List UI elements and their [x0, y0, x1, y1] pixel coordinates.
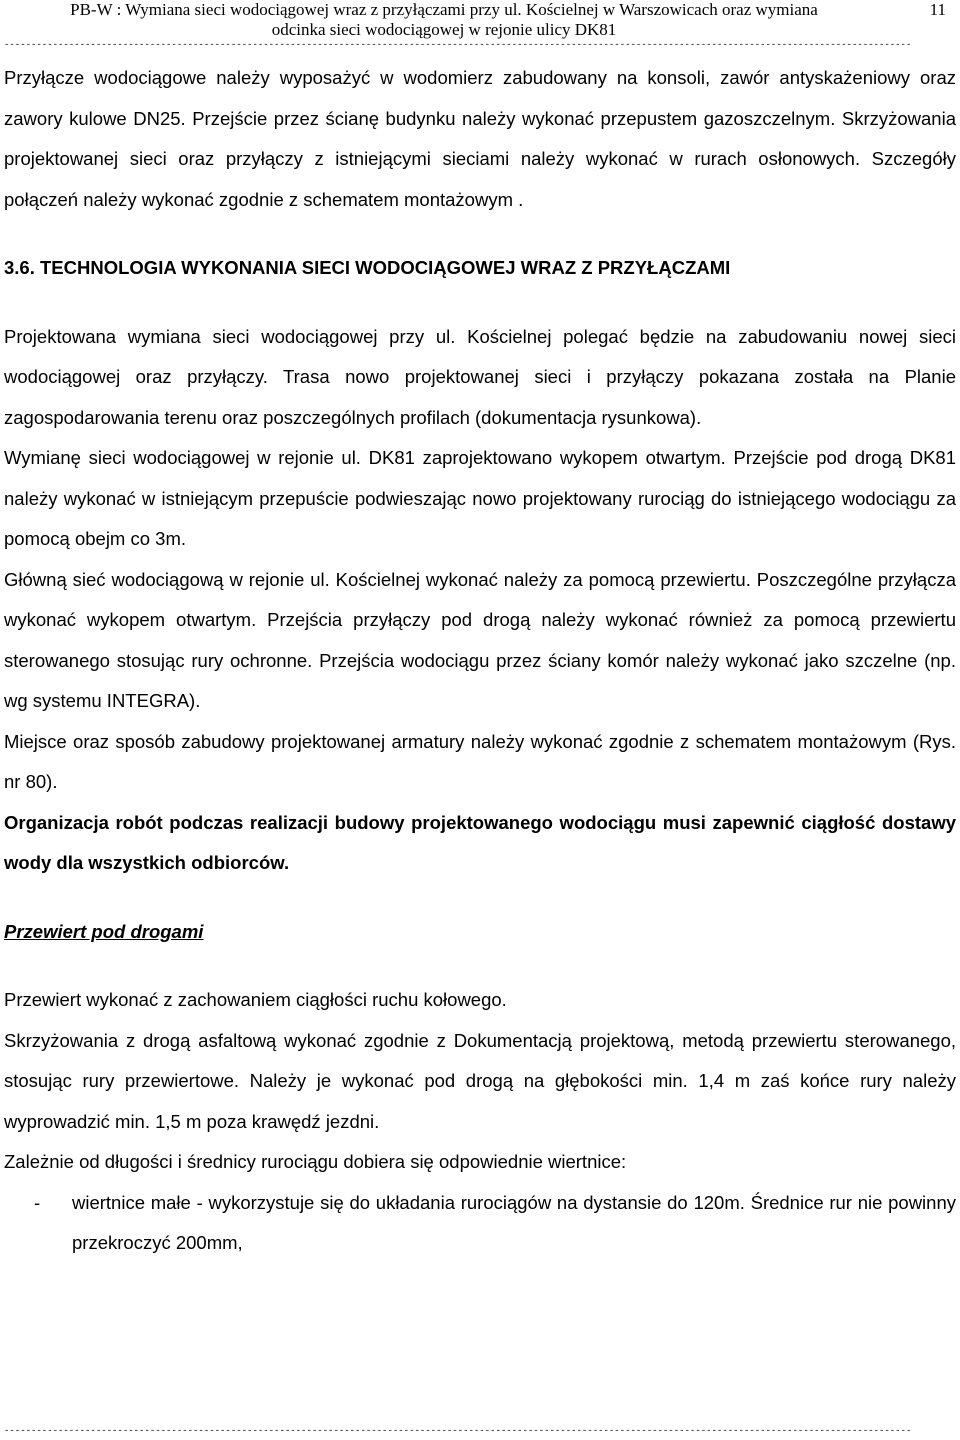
page-number: 11	[929, 0, 946, 19]
footer-separator: ------------------------------------------------------------------------------------------------------------------------------------------------------------------------	[4, 1426, 912, 1436]
paragraph-7: Zależnie od długości i średnicy rurociągu dobiera się odpowiednie wiertnice:	[4, 1151, 627, 1172]
document-body	[4, 58, 956, 1264]
subheading-przewiert: Przewiert pod drogami	[4, 920, 204, 942]
paragraph-2: Wymianę sieci wodociągowej w rejonie ul. DK81 zaprojektowano wykopem otwartym. Przejście pod drogą DK81 należy wykonać w istniejącym przepuście podwieszając nowo projektowany rurociąg do istniejącego wodociągu za pomocą obejm co 3m.	[4, 447, 956, 549]
bold-note: Organizacja robót podczas realizacji budowy projektowanego wodociągu musi zapewnić ciągłość dostawy wody dla wszystkich odbiorców.	[4, 811, 956, 873]
paragraph-3: Główną sieć wodociągową w rejonie ul. Kościelnej wykonać należy za pomocą przewiertu. Poszczególne przyłącza wykonać wykopem otwartym. Przejścia przyłączy pod drogą należy wykonać również za pomocą przewiertu sterowanego stosując rury ochronne. Przejścia wodociągu przez ściany komór należy wykonać jako szczelne (np. wg systemu INTEGRA).	[4, 568, 956, 711]
list-item	[4, 1183, 956, 1264]
list-item-text: wiertnice małe - wykorzystuje się do układania rurociągów na dystansie do 120m. Średnice rur nie powinny przekroczyć 200mm,	[72, 1191, 956, 1253]
document-title-line-1: PB-W : Wymiana sieci wodociągowej wraz z przyłączami przy ul. Kościelnej w Warszowicach oraz wymiana	[70, 0, 818, 19]
paragraph-4: Miejsce oraz sposób zabudowy projektowanej armatury należy wykonać zgodnie z schematem montażowym (Rys. nr 80).	[4, 730, 956, 792]
list-bullet: -	[34, 1191, 41, 1213]
header-separator: ------------------------------------------------------------------------------------------------------------------------------------------------------------------------	[4, 40, 912, 50]
paragraph-5: Przewiert wykonać z zachowaniem ciągłości ruchu kołowego.	[4, 989, 507, 1010]
paragraph-6: Skrzyżowania z drogą asfaltową wykonać zgodnie z Dokumentacją projektową, metodą przewiertu sterowanego, stosując rury przewiertowe. Należy je wykonać pod drogą na głębokości min. 1,4 m zaś końce rury należy wyprowadzić min. 1,5 m poza krawędź jezdni.	[4, 1029, 956, 1132]
paragraph-1: Projektowana wymiana sieci wodociągowej przy ul. Kościelnej polegać będzie na zabudowaniu nowej sieci wodociągowej oraz przyłączy. Trasa nowo projektowanej sieci i przyłączy pokazana została na Planie zagospodarowania terenu oraz poszczególnych profilach (dokumentacja rysunkowa).	[4, 325, 956, 428]
intro-paragraph: Przyłącze wodociągowe należy wyposażyć w wodomierz zabudowany na konsoli, zawór antyskażeniowy oraz zawory kulowe DN25. Przejście przez ścianę budynku należy wykonać przepustem gazoszczelnym. Skrzyżowania projektowanej sieci oraz przyłączy z istniejącymi sieciami należy wykonać w rurach osłonowych. Szczegóły połączeń należy wykonać zgodnie z schematem montażowym .	[4, 67, 956, 210]
document-title	[4, 0, 884, 40]
section-heading: 3.6. TECHNOLOGIA WYKONANIA SIECI WODOCIĄGOWEJ WRAZ Z PRZYŁĄCZAMI	[4, 257, 731, 278]
document-title-line-2: odcinka sieci wodociągowej w rejonie ulicy DK81	[271, 20, 617, 39]
